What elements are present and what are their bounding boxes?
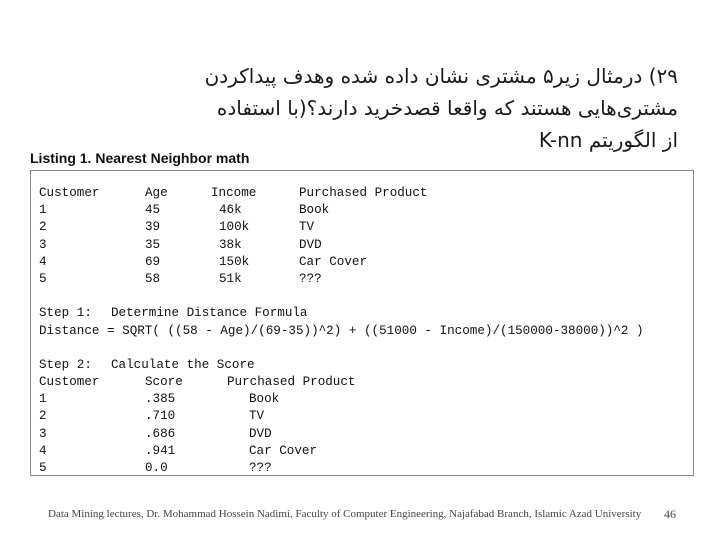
step2-row xyxy=(39,357,255,374)
table1-row xyxy=(39,271,322,288)
table1-cell: 2 xyxy=(39,220,47,235)
table1-cell: 100k xyxy=(219,220,250,235)
table2-header-product: Purchased Product xyxy=(227,375,356,390)
table1-cell: 1 xyxy=(39,203,47,218)
step1-row xyxy=(39,305,308,322)
step2-text: Calculate the Score xyxy=(111,357,255,372)
step1-label: Step 1: xyxy=(39,306,92,321)
table2-cell: Book xyxy=(249,392,280,407)
table1-cell: 58 xyxy=(145,271,161,286)
table2-row xyxy=(39,443,318,460)
table1-cell: 150k xyxy=(219,254,250,269)
slide-title xyxy=(30,60,678,152)
table2-header-row xyxy=(39,374,356,391)
table1-header-customer: Customer xyxy=(39,186,100,200)
table1-cell: 35 xyxy=(145,237,161,252)
table1-cell: 5 xyxy=(39,271,47,286)
table1-cell: Car Cover xyxy=(299,254,368,269)
table1-cell: 39 xyxy=(145,220,161,235)
table1-row xyxy=(39,237,322,254)
table2-cell: 5 xyxy=(39,461,47,475)
table2-cell: 4 xyxy=(39,443,47,458)
table1-header-row xyxy=(39,185,428,202)
table1-cell: 3 xyxy=(39,237,47,252)
table2-cell: .385 xyxy=(145,392,176,407)
table2-row xyxy=(39,460,272,477)
table2-cell: 0.0 xyxy=(145,461,168,475)
step2-label: Step 2: xyxy=(39,357,92,372)
table2-cell: ??? xyxy=(249,461,272,475)
slide-footer: Data Mining lectures, Dr. Mohammad Hossein Nadimi, Faculty of Computer Engineering, Najafabad Branch, Islamic Azad University xyxy=(48,508,642,520)
listing-code xyxy=(39,185,644,477)
table2-row xyxy=(39,391,280,408)
table1-row xyxy=(39,219,315,236)
table1-header-product: Purchased Product xyxy=(299,186,428,200)
table1-cell: TV xyxy=(299,220,315,235)
table2-row xyxy=(39,426,272,443)
table2-cell: Car Cover xyxy=(249,443,318,458)
table1-cell: Book xyxy=(299,203,330,218)
table2-cell: DVD xyxy=(249,426,272,441)
distance-formula: Distance = SQRT( ((58 - Age)/(69-35))^2) + ((51000 - Income)/(150000-38000))^2 ) xyxy=(39,323,644,338)
title-line-2: مشتری‌هایی هستند که واقعا قصدخرید دارند؟(با استفاده xyxy=(216,96,678,120)
table1-cell: 51k xyxy=(219,271,242,286)
table2-header-score: Score xyxy=(145,375,183,390)
table2-cell: 1 xyxy=(39,392,47,407)
table1-cell: 4 xyxy=(39,254,47,269)
listing-heading: Listing 1. Nearest Neighbor math xyxy=(30,150,253,166)
table1-header-age: Age xyxy=(145,186,168,200)
title-line-3: از الگوریتم K-nn xyxy=(538,128,678,152)
table2-cell: 2 xyxy=(39,409,47,424)
table1-cell: 69 xyxy=(145,254,161,269)
table1-cell: 46k xyxy=(219,203,242,218)
table1-cell: 38k xyxy=(219,237,242,252)
step1-text: Determine Distance Formula xyxy=(111,306,308,321)
title-line-1: ۲۹) درمثال زیر۵ مشتری نشان داده شده وهدف پیداکردن xyxy=(204,64,678,88)
table1-cell: DVD xyxy=(299,237,322,252)
page-number: 46 xyxy=(664,507,676,521)
table2-cell: TV xyxy=(249,409,265,424)
listing-box xyxy=(30,170,694,476)
table2-row xyxy=(39,408,265,425)
table2-cell: 3 xyxy=(39,426,47,441)
table2-cell: .941 xyxy=(145,443,176,458)
table2-header-customer: Customer xyxy=(39,375,100,390)
table1-cell: 45 xyxy=(145,203,161,218)
table1-row xyxy=(39,254,368,271)
table2-cell: .686 xyxy=(145,426,176,441)
table1-cell: ??? xyxy=(299,271,322,286)
table1-header-income: Income xyxy=(211,186,257,200)
table1-row xyxy=(39,202,330,219)
distance-formula-row xyxy=(39,323,644,340)
table2-cell: .710 xyxy=(145,409,176,424)
